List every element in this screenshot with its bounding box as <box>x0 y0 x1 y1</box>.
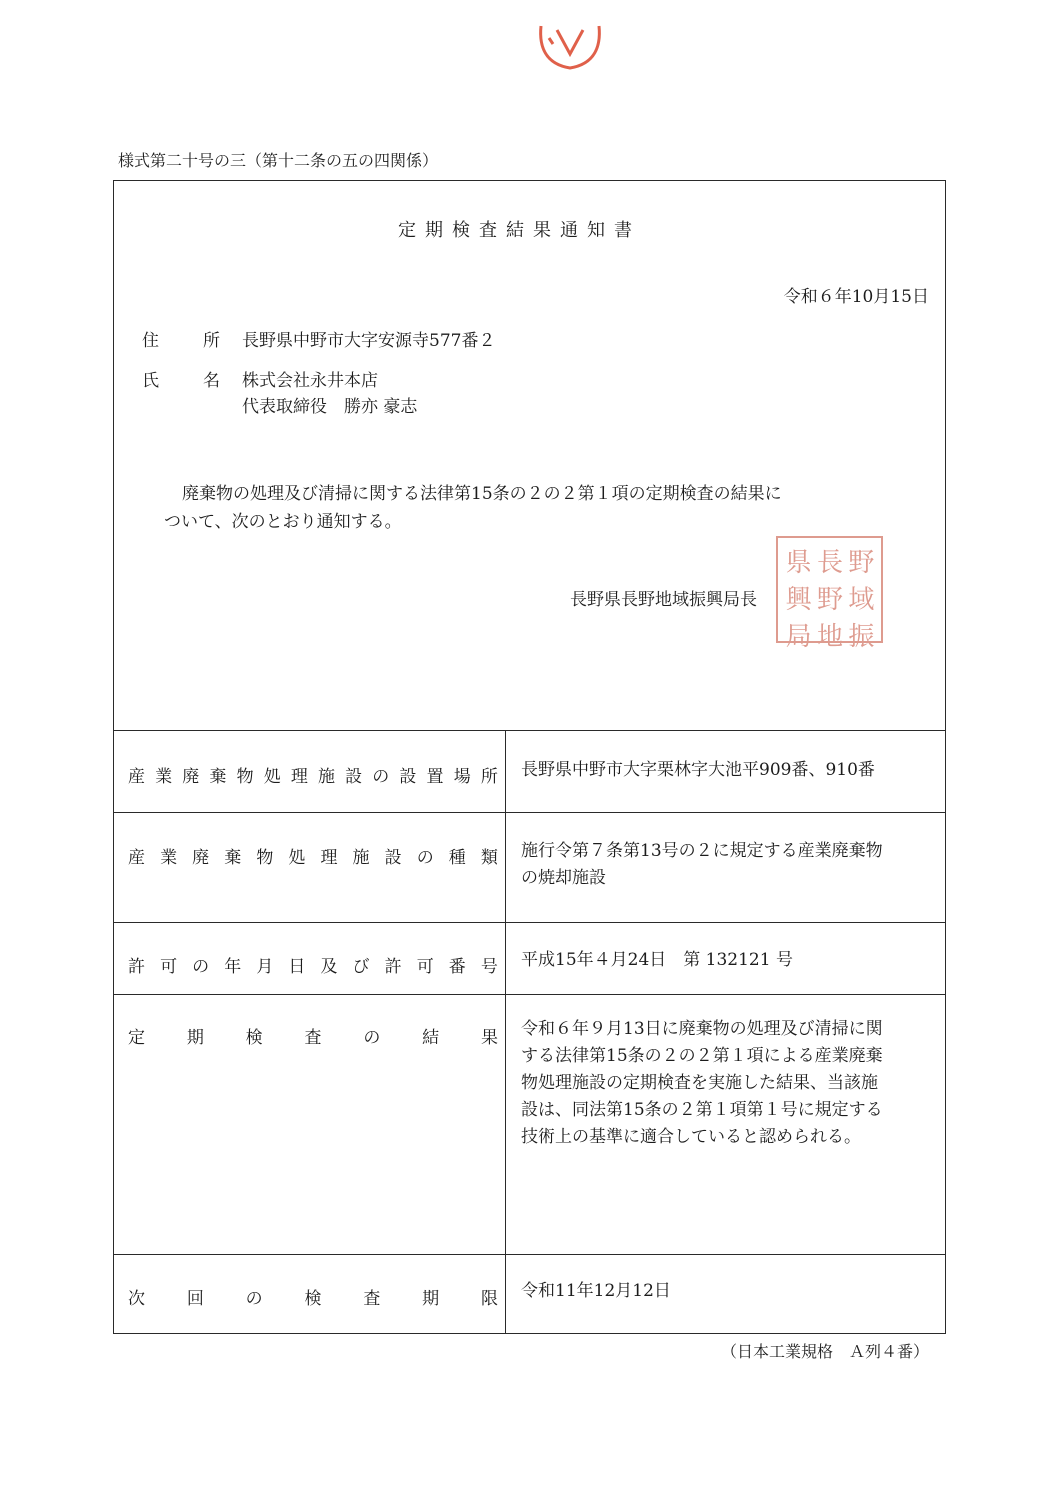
official-seal: 県 長 野 興 野 域 局 地 振 <box>776 536 883 643</box>
recipient-representative: 代表取締役 勝亦 豪志 <box>242 397 418 417</box>
issuer-title: 長野県長野地域振興局長 <box>570 590 757 610</box>
table-rule <box>113 730 946 731</box>
facility-type-label: 産 業 廃 棄 物 処 理 施 設 の 種 類 <box>128 848 498 868</box>
table-rule <box>113 922 946 923</box>
name-label: 氏 名 <box>142 371 220 391</box>
next-inspection-value: 令和11年12月12日 <box>521 1281 671 1301</box>
table-column-divider <box>505 730 506 1334</box>
location-label: 産 業 廃 棄 物 処 理 施 設 の 設 置 場 所 <box>128 767 498 787</box>
recipient-company: 株式会社永井本店 <box>242 371 378 391</box>
table-rule <box>113 812 946 813</box>
address-label: 住 所 <box>142 331 220 351</box>
inspection-result-label: 定 期 検 査 の 結 果 <box>128 1028 498 1048</box>
inspection-result-value: 令和６年９月13日に廃棄物の処理及び清掃に関 する法律第15条の２の２第１項による産業廃棄 物処理施設の定期検査を実施した結果、当該施 設は、同法第15条の２第１項第１号に規定する 技術上の基準に適合していると認められる。 <box>521 1019 883 1147</box>
paper-size-note: （日本工業規格 Ａ列４番） <box>720 1342 929 1361</box>
issue-date: 令和６年10月15日 <box>783 287 929 307</box>
table-rule <box>113 1254 946 1255</box>
form-number-label: 様式第二十号の三（第十二条の五の四関係） <box>118 151 439 170</box>
recipient-address: 長野県中野市大字安源寺577番２ <box>242 331 496 351</box>
document-title: 定期検査結果通知書 <box>398 220 641 241</box>
table-rule <box>113 994 946 995</box>
next-inspection-label: 次 回 の 検 査 期 限 <box>128 1289 498 1309</box>
permit-value: 平成15年４月24日 第 132121 号 <box>521 950 793 970</box>
location-value: 長野県中野市大字栗林字大池平909番、910番 <box>521 760 875 780</box>
received-stamp-mark <box>535 16 605 74</box>
permit-label: 許 可 の 年 月 日 及 び 許 可 番 号 <box>128 957 498 977</box>
facility-type-value: 施行令第７条第13号の２に規定する産業廃棄物 の焼却施設 <box>521 841 883 888</box>
body-text-line: 廃棄物の処理及び清掃に関する法律第15条の２の２第１項の定期検査の結果に <box>182 484 782 504</box>
body-text-line: ついて、次のとおり通知する。 <box>164 512 402 532</box>
